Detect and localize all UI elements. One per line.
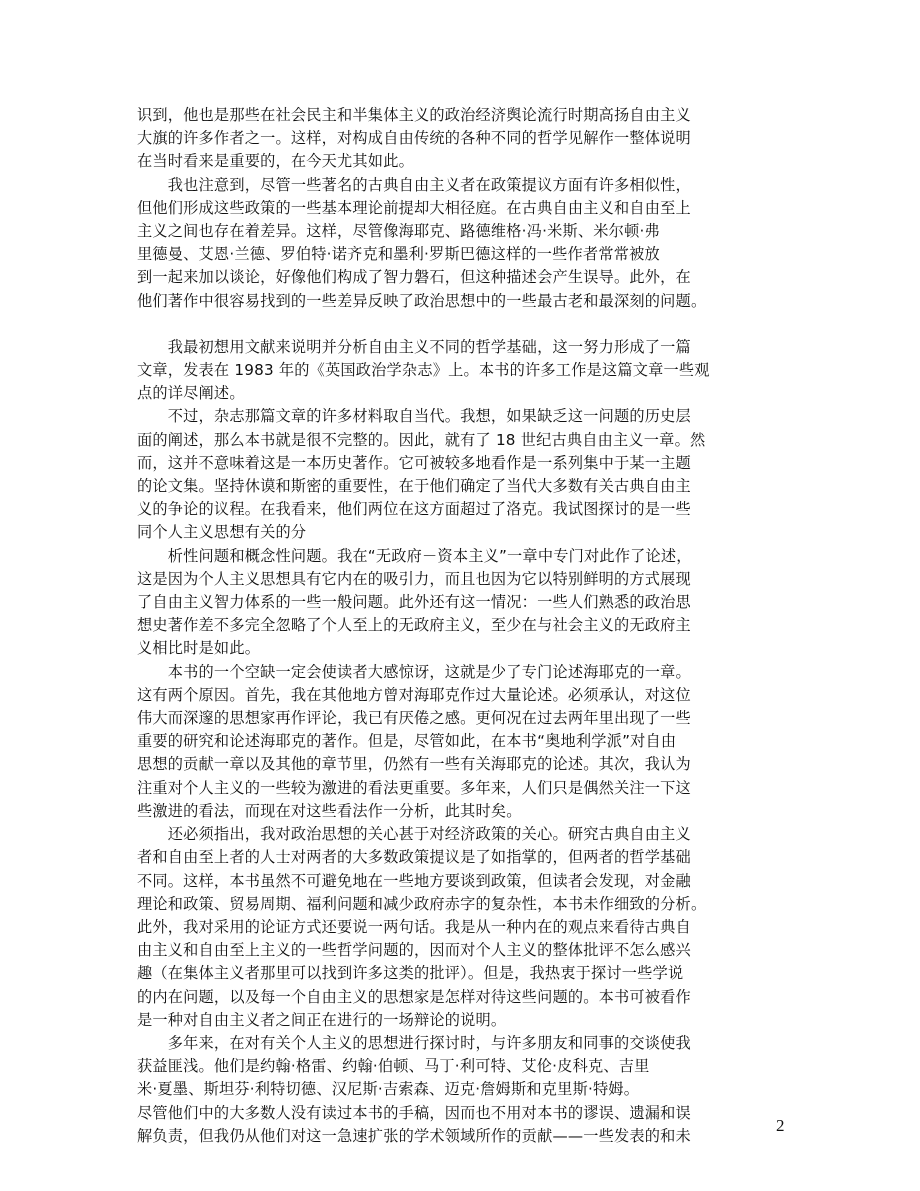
text-line: 还必须指出，我对政治思想的关心甚于对经济政策的关心。研究古典自由主义 bbox=[137, 825, 691, 844]
text-line: 的内在问题，以及每一个自由主义的思想家是怎样对待这些问题的。本书可被看作 bbox=[137, 987, 691, 1006]
text-line: 大旗的许多作者之一。这样，对构成自由传统的各种不同的哲学见解作一整体说明 bbox=[137, 129, 691, 148]
text-line: 由主义和自由至上主义的一些哲学问题的，因而对个人主义的整体批评不怎么感兴 bbox=[137, 941, 691, 960]
text-line: 同个人主义思想有关的分 bbox=[137, 523, 307, 542]
text-line: 识到，他也是那些在社会民主和半集体主义的政治经济舆论流行时期高扬自由主义 bbox=[137, 106, 691, 124]
text-line: 析性问题和概念性问题。我在“无政府－资本主义”一章中专门对此作了论述， bbox=[137, 546, 692, 565]
text-line: 主义之间也存在着差异。这样，尽管像海耶克、路德维格·冯·米斯、米尔顿·弗 bbox=[137, 222, 660, 241]
text-line: 义相比时是如此。 bbox=[137, 639, 261, 658]
text-line: 我也注意到，尽管一些著名的古典自由主义者在政策提议方面有许多相似性， bbox=[137, 175, 691, 194]
text-line: 思想的贡献一章以及其他的章节里，仍然有一些有关海耶克的论述。其次，我认为 bbox=[137, 755, 691, 774]
text-line: 到一起来加以谈论，好像他们构成了智力磐石，但这种描述会产生误导。此外，在 bbox=[137, 268, 691, 287]
text-line: 此外，我对采用的论证方式还要说一两句话。我是从一种内在的观点来看待古典自 bbox=[137, 917, 691, 936]
text-line: 不过，杂志那篇文章的许多材料取自当代。我想，如果缺乏这一问题的历史层 bbox=[137, 407, 691, 426]
text-line: 注重对个人主义的一些较为激进的看法更重要。多年来，人们只是偶然关注一下这 bbox=[137, 778, 691, 797]
text-line: 面的阐述，那么本书就是很不完整的。因此，就有了 18 世纪古典自由主义一章。然 bbox=[137, 430, 706, 449]
text-line: 多年来，在对有关个人主义的思想进行探讨时，与许多朋友和同事的交谈使我 bbox=[137, 1033, 691, 1052]
text-line: 伟大而深邃的思想家再作评论，我已有厌倦之感。更何况在过去两年里出现了一些 bbox=[137, 709, 691, 728]
text-line: 文章，发表在 1983 年的《英国政治学杂志》上。本书的许多工作是这篇文章一些观 bbox=[137, 361, 710, 380]
text-line: 但他们形成这些政策的一些基本理论前提却大相径庭。在古典自由主义和自由至上 bbox=[137, 198, 691, 217]
text-line: 而，这并不意味着这是一本历史著作。它可被较多地看作是一系列集中于某一主题 bbox=[137, 453, 691, 472]
text-line: 趣（在集体主义者那里可以找到许多这类的批评）。但是，我热衷于探讨一些学说 bbox=[137, 964, 684, 983]
text-line: 点的详尽阐述。 bbox=[137, 384, 245, 403]
body-text bbox=[137, 104, 757, 1148]
text-line: 里德曼、艾恩·兰德、罗伯特·诺齐克和墨利·罗斯巴德这样的一些作者常常被放 bbox=[137, 245, 660, 264]
text-line: 者和自由至上者的人士对两者的大多数政策提议是了如指掌的，但两者的哲学基础 bbox=[137, 848, 691, 867]
text-line: 不同。这样，本书虽然不可避免地在一些地方要谈到政策，但读者会发现，对金融 bbox=[137, 871, 691, 890]
text-line: 米·夏墨、斯坦芬·利特切德、汉尼斯·吉索森、迈克·詹姆斯和克里斯·特姆。 bbox=[137, 1080, 640, 1099]
paragraph-gap bbox=[137, 313, 757, 336]
page-number: 2 bbox=[776, 1116, 785, 1135]
text-line: 理论和政策、贸易周期、福利问题和减少政府赤字的复杂性，本书未作细致的分析。 bbox=[137, 894, 707, 913]
text-line: 重要的研究和论述海耶克的著作。但是，尽管如此，在本书“奥地利学派”对自由 bbox=[137, 732, 677, 751]
text-line: 了自由主义智力体系的一些一般问题。此外还有这一情况：一些人们熟悉的政治思 bbox=[137, 593, 691, 612]
text-line: 想史著作差不多完全忽略了个人至上的无政府主义，至少在与社会主义的无政府主 bbox=[137, 616, 691, 635]
text-line: 义的争论的议程。在我看来，他们两位在这方面超过了洛克。我试图探讨的是一些 bbox=[137, 500, 691, 519]
text-line: 是一种对自由主义者之间正在进行的一场辩论的说明。 bbox=[137, 1010, 507, 1029]
text-line: 本书的一个空缺一定会使读者大感惊讶，这就是少了专门论述海耶克的一章。 bbox=[137, 662, 691, 681]
text-line: 获益匪浅。他们是约翰·格雷、约翰·伯顿、马丁·利可特、艾伦·皮科克、吉里 bbox=[137, 1057, 650, 1076]
text-line: 解负责，但我仍从他们对这一急速扩张的学术领域所作的贡献——一些发表的和未 bbox=[137, 1126, 691, 1145]
text-line: 我最初想用文献来说明并分析自由主义不同的哲学基础，这一努力形成了一篇 bbox=[137, 337, 691, 356]
text-line: 些激进的看法，而现在对这些看法作一分析，此其时矣。 bbox=[137, 801, 522, 820]
text-line: 这有两个原因。首先，我在其他地方曾对海耶克作过大量论述。必须承认，对这位 bbox=[137, 685, 691, 704]
text-line: 尽管他们中的大多数人没有读过本书的手稿，因而也不用对本书的谬误、遗漏和误 bbox=[137, 1103, 691, 1122]
text-line: 的论文集。坚持休谟和斯密的重要性，在于他们确定了当代大多数有关古典自由主 bbox=[137, 477, 691, 496]
text-line: 在当时看来是重要的，在今天尤其如此。 bbox=[137, 152, 414, 171]
text-line: 这是因为个人主义思想具有它内在的吸引力，而且也因为它以特别鲜明的方式展现 bbox=[137, 569, 691, 588]
text-line: 他们著作中很容易找到的一些差异反映了政治思想中的一些最古老和最深刻的问题。 bbox=[137, 291, 707, 310]
